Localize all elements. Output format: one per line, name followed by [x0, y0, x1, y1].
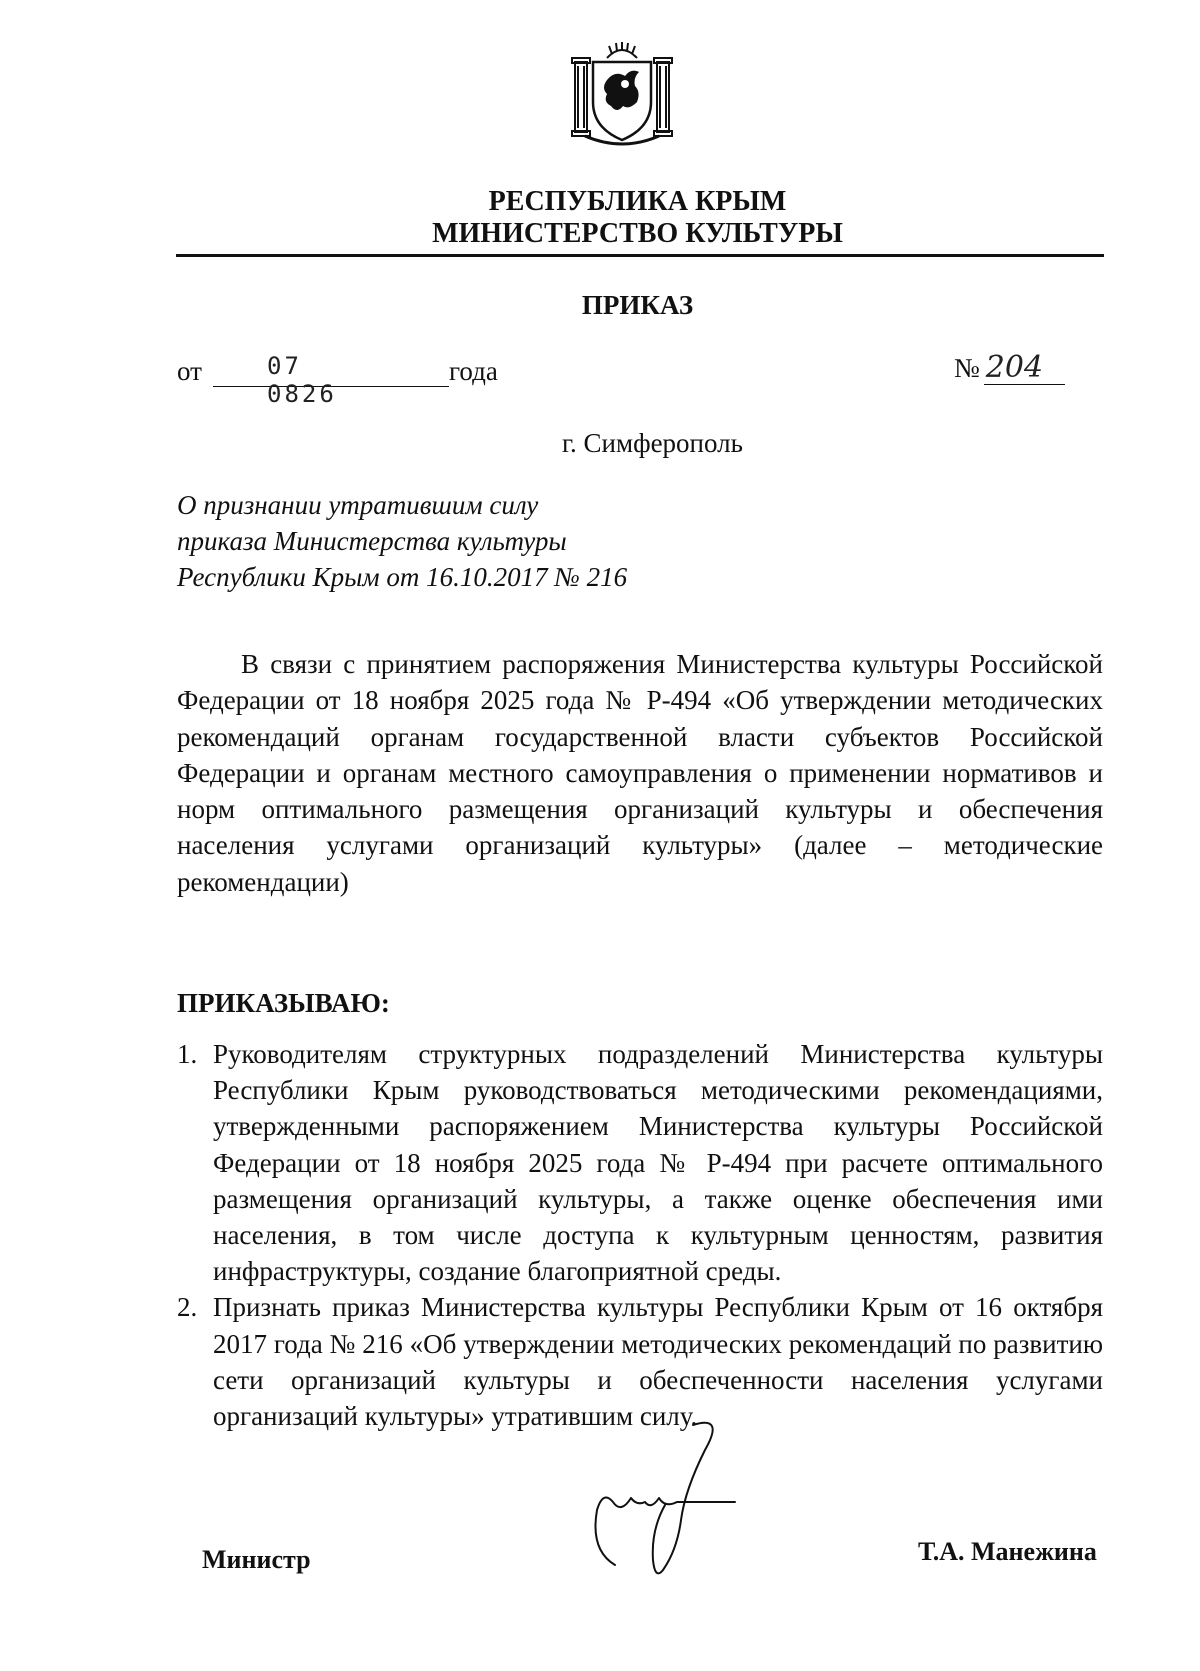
subject-line: Республики Крым от 16.10.2017 № 216 — [177, 562, 628, 592]
item-number: 1. — [177, 1039, 198, 1069]
coat-of-arms-icon — [567, 40, 677, 150]
number-handwritten-value: 204 — [984, 352, 1065, 385]
subject-line: О признании утратившим силу — [177, 490, 539, 520]
item-number: 2. — [177, 1292, 198, 1323]
document-city: г. Симферополь — [562, 428, 743, 458]
organization-region: РЕСПУБЛИКА КРЫМ — [488, 186, 787, 217]
signatory-position: Министр — [202, 1545, 311, 1574]
organization-ministry: МИНИСТЕРСТВО КУЛЬТУРЫ — [432, 218, 843, 249]
subject-line: приказа Министерства культуры — [177, 526, 567, 556]
handwritten-signature-icon — [585, 1410, 760, 1585]
document-subject — [177, 487, 627, 595]
order-items — [177, 1036, 1103, 1434]
date-suffix: года — [449, 356, 498, 386]
order-heading: ПРИКАЗЫВАЮ: — [177, 988, 390, 1018]
preamble-paragraph: В связи с принятием распоряжения Министерства культуры Российской Федерации от 18 ноября 2025 года № Р-494 «Об утверждении методических рекомендаций органам государственной власти субъектов Российской Федерации и органам местного самоуправления о применении нормативов и норм оптимального размещения организаций культуры и обеспечения населения услугами организаций культуры» (далее – методические рекомендации) — [177, 649, 1103, 897]
signatory-name: Т.А. Манежина — [918, 1537, 1097, 1566]
item-text: Признать приказ Министерства культуры Республики Крым от 16 октября 2017 года № 216 «Об утверждении методических рекомендаций по развитию сети организаций культуры и обеспеченности населения услугами организаций культуры» утратившим силу. — [213, 1292, 1103, 1432]
number-prefix: № — [954, 353, 980, 383]
date-prefix: от — [177, 356, 202, 386]
header-divider — [176, 254, 1104, 257]
document-type: ПРИКАЗ — [581, 290, 694, 320]
date-stamp-value: 07 0826 — [267, 352, 337, 408]
item-text: Руководителям структурных подразделений Министерства культуры Республики Крым руководствоваться методическими рекомендациями, утвержденными распоряжением Министерства культуры Российской Федерации от 18 ноября 2025 года № Р-494 при расчете оптимального размещения организаций культуры, а также оценке обеспечения ими населения, в том числе доступа к культурным ценностям, развития инфраструктуры, создание благоприятной среды. — [213, 1039, 1103, 1287]
order-item — [177, 1036, 1103, 1289]
document-number — [954, 352, 1065, 385]
